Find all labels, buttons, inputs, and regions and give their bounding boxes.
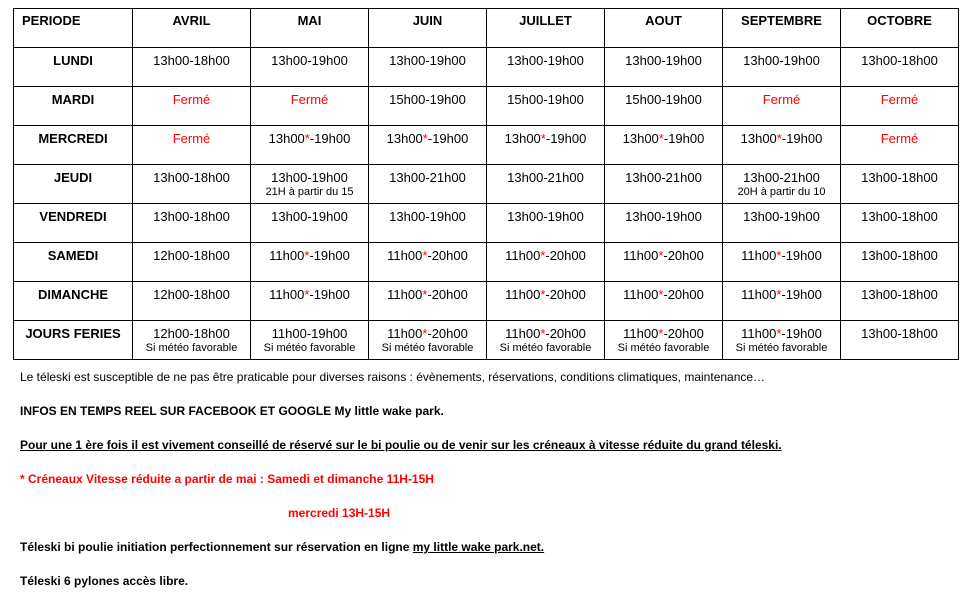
hours-text: 11h00 [387, 248, 423, 263]
day-label: JEUDI [14, 165, 133, 204]
hours-text: 13h00-21h00 [507, 170, 584, 185]
hours-cell [369, 126, 487, 165]
hours-end-text: -20h00 [663, 326, 704, 341]
reduced-speed-marker: * [658, 287, 664, 302]
hours-cell [251, 165, 369, 204]
hours-cell [369, 282, 487, 321]
hours-text: 13h00-18h00 [861, 248, 938, 263]
hours-text: 13h00-19h00 [389, 53, 466, 68]
hours-cell [369, 204, 487, 243]
wednesday-note: mercredi 13H-15H [288, 506, 391, 520]
hours-cell [369, 243, 487, 282]
reduced-speed-marker: * [304, 287, 310, 302]
header-row [14, 9, 959, 48]
table-row [14, 204, 959, 243]
hours-end-text: -19h00 [427, 131, 469, 146]
hours-cell [723, 126, 841, 165]
hours-text: 11h00 [741, 287, 777, 302]
reduced-speed-marker: * [422, 131, 428, 146]
hours-text: 13h00-19h00 [507, 53, 584, 68]
first-time-advice: Pour une 1 ère fois il est vivement conseillé de réservé sur le bi poulie ou de venir sur les créneaux à vitesse réduite du grand téleski. [20, 438, 782, 452]
hours-text: 12h00-18h00 [153, 326, 230, 341]
reduced-speed-marker: * [776, 131, 782, 146]
hours-cell [369, 165, 487, 204]
hours-cell [841, 321, 959, 360]
hours-cell [251, 48, 369, 87]
hours-cell [133, 204, 251, 243]
hours-cell [723, 48, 841, 87]
day-label: LUNDI [14, 48, 133, 87]
hours-cell [841, 165, 959, 204]
hours-text: 13h00-19h00 [507, 209, 584, 224]
table-row [14, 321, 959, 360]
hours-text: 13h00 [386, 131, 423, 146]
hours-cell [369, 321, 487, 360]
hours-cell [723, 282, 841, 321]
hours-text: 13h00-21h00 [743, 170, 820, 185]
hours-text: 13h00-19h00 [743, 209, 820, 224]
hours-end-text: -19h00 [781, 287, 822, 302]
hours-cell [841, 48, 959, 87]
hours-cell [605, 204, 723, 243]
hours-end-text: -19h00 [309, 131, 351, 146]
closed-cell [841, 87, 959, 126]
hours-end-text: -20h00 [663, 248, 704, 263]
hours-cell [487, 243, 605, 282]
hours-end-text: -20h00 [545, 326, 586, 341]
hours-end-text: -19h00 [309, 287, 350, 302]
cell-note: Si météo favorable [617, 342, 710, 354]
hours-cell [605, 87, 723, 126]
table-row [14, 282, 959, 321]
hours-cell [133, 282, 251, 321]
reduced-speed-marker: * [658, 248, 664, 263]
hours-cell [605, 282, 723, 321]
day-label: DIMANCHE [14, 282, 133, 321]
hours-end-text: -19h00 [663, 131, 705, 146]
hours-cell [605, 165, 723, 204]
hours-text: 13h00-19h00 [743, 53, 820, 68]
hours-end-text: -19h00 [309, 248, 350, 263]
hours-text: 15h00-19h00 [507, 92, 584, 107]
hours-text: 13h00-18h00 [153, 170, 230, 185]
hours-end-text: -20h00 [427, 326, 468, 341]
reduced-speed-marker: * [304, 131, 310, 146]
reduced-speed-marker: * [540, 326, 546, 341]
month-header: MAI [251, 9, 369, 48]
hours-text: 11h00 [387, 326, 423, 341]
hours-cell [487, 282, 605, 321]
hours-cell [723, 165, 841, 204]
hours-cell [605, 48, 723, 87]
hours-text: 12h00-18h00 [153, 248, 230, 263]
month-header: AOUT [605, 9, 723, 48]
hours-text: 11h00 [269, 248, 305, 263]
disclaimer-note: Le téleski est susceptible de ne pas être praticable pour diverses raisons : évènements, réservations, conditions climatiques, maintenance… [20, 370, 766, 384]
cell-note: Si météo favorable [735, 342, 828, 354]
closed-label: Fermé [880, 131, 919, 146]
hours-cell [369, 87, 487, 126]
hours-end-text: -20h00 [663, 287, 704, 302]
table-row [14, 126, 959, 165]
day-label: MERCREDI [14, 126, 133, 165]
closed-label: Fermé [290, 92, 329, 107]
hours-text: 11h00-19h00 [271, 326, 348, 341]
hours-cell [487, 87, 605, 126]
hours-end-text: -20h00 [545, 287, 586, 302]
reduced-speed-marker: * [776, 287, 782, 302]
hours-text: 13h00-19h00 [389, 209, 466, 224]
hours-cell [841, 282, 959, 321]
hours-text: 13h00-18h00 [153, 53, 230, 68]
hours-text: 13h00-21h00 [625, 170, 702, 185]
hours-end-text: -19h00 [781, 131, 823, 146]
bipoulie-link[interactable]: my little wake park.net. [412, 540, 545, 554]
reduced-speed-marker: * [658, 326, 664, 341]
hours-text: 11h00 [505, 326, 541, 341]
cell-note: 20H à partir du 10 [737, 186, 826, 198]
reduced-speed-marker: * [304, 248, 310, 263]
hours-cell [133, 243, 251, 282]
hours-end-text: -19h00 [781, 248, 822, 263]
hours-cell [605, 243, 723, 282]
hours-text: 13h00-21h00 [389, 170, 466, 185]
table-row [14, 48, 959, 87]
day-label: JOURS FERIES [14, 321, 133, 360]
hours-text: 11h00 [505, 287, 541, 302]
month-header: SEPTEMBRE [723, 9, 841, 48]
hours-cell [251, 243, 369, 282]
hours-cell [251, 126, 369, 165]
closed-label: Fermé [172, 92, 211, 107]
hours-cell [369, 48, 487, 87]
closed-cell [133, 126, 251, 165]
hours-cell [487, 48, 605, 87]
closed-cell [251, 87, 369, 126]
day-label: VENDREDI [14, 204, 133, 243]
reduced-speed-marker: * [658, 131, 664, 146]
closed-cell [841, 126, 959, 165]
hours-cell [251, 204, 369, 243]
period-header: PERIODE [14, 9, 133, 48]
hours-text: 11h00 [505, 248, 541, 263]
hours-text: 11h00 [741, 248, 777, 263]
month-header: JUILLET [487, 9, 605, 48]
cell-note: 21H à partir du 15 [265, 186, 354, 198]
hours-cell [251, 321, 369, 360]
day-label: MARDI [14, 87, 133, 126]
hours-cell [605, 126, 723, 165]
hours-cell [133, 321, 251, 360]
hours-text: 13h00-18h00 [861, 287, 938, 302]
closed-cell [723, 87, 841, 126]
table-body [14, 48, 959, 360]
hours-end-text: -20h00 [545, 248, 586, 263]
hours-cell [723, 321, 841, 360]
hours-text: 13h00-19h00 [625, 209, 702, 224]
reduced-speed-marker: * [776, 248, 782, 263]
hours-text: 11h00 [623, 287, 659, 302]
hours-text: 15h00-19h00 [389, 92, 466, 107]
hours-cell [251, 282, 369, 321]
reduced-speed-marker: * [422, 326, 428, 341]
bipoulie-note [20, 540, 544, 554]
closed-label: Fermé [762, 92, 801, 107]
hours-text: 13h00 [504, 131, 541, 146]
cell-note: Si météo favorable [499, 342, 592, 354]
hours-cell [487, 165, 605, 204]
month-header: OCTOBRE [841, 9, 959, 48]
hours-cell [487, 321, 605, 360]
reduced-speed-marker: * [540, 287, 546, 302]
hours-end-text: -20h00 [427, 248, 468, 263]
hours-text: 13h00-18h00 [861, 326, 938, 341]
hours-cell [841, 204, 959, 243]
cell-note: Si météo favorable [263, 342, 356, 354]
closed-cell [133, 87, 251, 126]
hours-text: 13h00-18h00 [861, 209, 938, 224]
closed-label: Fermé [172, 131, 211, 146]
hours-end-text: -20h00 [427, 287, 468, 302]
hours-text: 13h00-19h00 [271, 53, 348, 68]
cell-note: Si météo favorable [381, 342, 474, 354]
table-row [14, 165, 959, 204]
hours-text: 11h00 [269, 287, 305, 302]
hours-text: 11h00 [741, 326, 777, 341]
reduced-speed-marker: * [422, 287, 428, 302]
hours-end-text: -19h00 [781, 326, 822, 341]
day-label: SAMEDI [14, 243, 133, 282]
hours-cell [723, 204, 841, 243]
reduced-speed-marker: * [776, 326, 782, 341]
hours-cell [133, 48, 251, 87]
cell-note: Si météo favorable [145, 342, 238, 354]
pylones-note: Téleski 6 pylones accès libre. [20, 574, 189, 588]
table-row [14, 87, 959, 126]
hours-text: 15h00-19h00 [625, 92, 702, 107]
hours-text: 11h00 [623, 248, 659, 263]
hours-text: 13h00-18h00 [861, 53, 938, 68]
table-row [14, 243, 959, 282]
hours-cell [841, 243, 959, 282]
hours-cell [133, 165, 251, 204]
hours-text: 11h00 [387, 287, 423, 302]
month-header: AVRIL [133, 9, 251, 48]
hours-end-text: -19h00 [545, 131, 587, 146]
reduced-speed-note: * Créneaux Vitesse réduite a partir de mai : Samedi et dimanche 11H-15H [20, 472, 434, 486]
hours-cell [487, 126, 605, 165]
reduced-speed-marker: * [422, 248, 428, 263]
hours-text: 13h00 [622, 131, 659, 146]
hours-text: 13h00-18h00 [861, 170, 938, 185]
realtime-info: INFOS EN TEMPS REEL SUR FACEBOOK ET GOOGLE My little wake park. [20, 404, 444, 418]
schedule-table [13, 8, 959, 360]
hours-cell [605, 321, 723, 360]
reduced-speed-marker: * [540, 248, 546, 263]
hours-text: 13h00 [740, 131, 777, 146]
hours-text: 13h00-18h00 [153, 209, 230, 224]
month-header: JUIN [369, 9, 487, 48]
hours-text: 13h00-19h00 [271, 209, 348, 224]
hours-text: 12h00-18h00 [153, 287, 230, 302]
hours-text: 13h00-19h00 [271, 170, 348, 185]
hours-text: 13h00 [268, 131, 305, 146]
hours-text: 11h00 [623, 326, 659, 341]
closed-label: Fermé [880, 92, 919, 107]
bipoulie-text: Téleski bi poulie initiation perfectionnement sur réservation en ligne [20, 540, 413, 554]
hours-text: 13h00-19h00 [625, 53, 702, 68]
hours-cell [723, 243, 841, 282]
reduced-speed-marker: * [540, 131, 546, 146]
hours-cell [487, 204, 605, 243]
